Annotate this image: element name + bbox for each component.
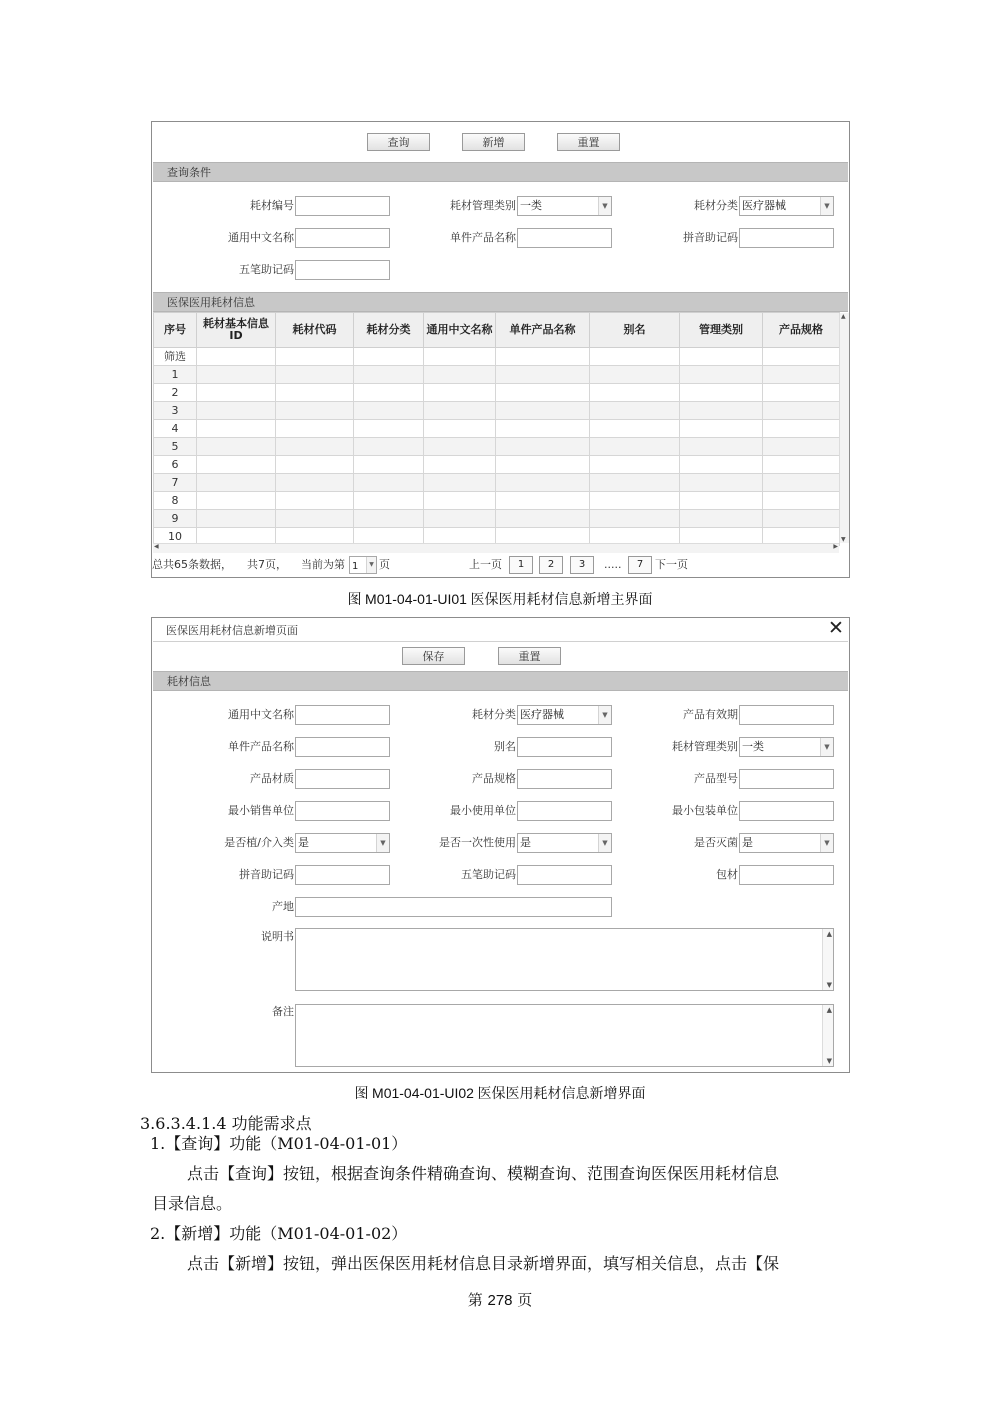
table-horizontal-scrollbar[interactable] — [153, 543, 839, 553]
row-index: 1 — [154, 366, 197, 384]
add-dialog-frame — [151, 617, 850, 1073]
scroll-right-icon[interactable]: ▶ — [833, 543, 838, 550]
table-row[interactable] — [154, 438, 840, 456]
col-header-code[interactable]: 耗材代码 — [276, 313, 354, 348]
table-row[interactable] — [154, 402, 840, 420]
sterile-label: 是否灭菌 — [694, 836, 738, 849]
table-row[interactable] — [154, 420, 840, 438]
row-index: 3 — [154, 402, 197, 420]
chevron-down-icon: ▼ — [820, 738, 833, 756]
filter-cell[interactable] — [354, 348, 424, 366]
manual-label: 说明书 — [261, 930, 294, 943]
scroll-left-icon[interactable]: ◀ — [154, 543, 159, 550]
mgmt-category-value: 一类 — [742, 740, 764, 753]
pinyin-label: 拼音助记码 — [239, 868, 294, 881]
spec-label: 产品规格 — [472, 772, 516, 785]
pager-ellipsis: ..... — [604, 558, 622, 571]
min-sale-unit-label: 最小销售单位 — [228, 804, 294, 817]
dialog-title: 医保医用耗材信息新增页面 — [166, 624, 298, 637]
origin-label: 产地 — [272, 900, 294, 913]
pager-page-3[interactable]: 3 — [570, 556, 594, 574]
disposable-value: 是 — [520, 836, 531, 849]
pager-pages: 共7页， — [247, 558, 287, 571]
scroll-up-icon[interactable]: ▲ — [826, 1006, 832, 1014]
filter-cell[interactable] — [424, 348, 496, 366]
row-index: 5 — [154, 438, 197, 456]
scroll-up-icon[interactable]: ▲ — [826, 930, 832, 938]
pager-current-suffix: 页 — [379, 558, 390, 571]
table-vertical-scrollbar[interactable] — [839, 313, 849, 543]
mgmt-category-value: 一类 — [520, 199, 542, 212]
validity-label: 产品有效期 — [683, 708, 738, 721]
sterile-value: 是 — [742, 836, 753, 849]
dialog-reset-button[interactable]: 重置 — [498, 647, 561, 665]
query-section-header: 查询条件 — [153, 162, 848, 182]
sterile-select[interactable] — [739, 833, 834, 853]
page-number — [0, 1289, 1000, 1310]
caption-code: M01-04-01-UI01 — [365, 591, 467, 607]
scroll-down-icon[interactable]: ▼ — [826, 981, 832, 989]
page-suffix: 页 — [517, 1291, 533, 1309]
item2-paragraph-line1: 点击【新增】按钮，弹出医保医用耗材信息目录新增界面，填写相关信息，点击【保 — [187, 1254, 780, 1273]
caption-prefix: 图 — [354, 1087, 373, 1102]
pager-total: 总共65条数据， — [152, 558, 232, 571]
figure-caption-1 — [0, 589, 1000, 609]
material-label: 产品材质 — [250, 772, 294, 785]
item1-title: 1.【查询】功能（M01-04-01-01） — [150, 1134, 408, 1153]
implant-label: 是否植/介入类 — [224, 836, 294, 849]
caption-code: M01-04-01-UI02 — [372, 1085, 474, 1101]
min-pack-unit-label: 最小包装单位 — [672, 804, 738, 817]
filter-cell[interactable] — [496, 348, 590, 366]
item1-paragraph-line2: 目录信息。 — [152, 1194, 233, 1213]
single-name-label: 单件产品名称 — [228, 740, 294, 753]
filter-label: 筛选 — [154, 348, 197, 366]
chevron-down-icon: ▼ — [820, 834, 833, 852]
chevron-down-icon: ▼ — [598, 706, 611, 724]
caption-text: 医保医用耗材信息新增界面 — [473, 1087, 646, 1102]
col-header-spec[interactable]: 产品规格 — [763, 313, 840, 348]
pager-current-prefix: 当前为第 — [301, 558, 345, 571]
min-pack-unit-input[interactable] — [739, 801, 834, 821]
pager-page-select[interactable] — [349, 556, 377, 574]
info-section-header: 耗材信息 — [153, 671, 848, 691]
query-button[interactable]: 查询 — [367, 133, 430, 151]
row-index: 9 — [154, 510, 197, 528]
pager-next-link[interactable]: 下一页 — [655, 558, 688, 571]
consumables-table — [153, 312, 840, 546]
filter-cell[interactable] — [680, 348, 763, 366]
category-label: 耗材分类 — [694, 199, 738, 212]
pinyin-input[interactable] — [739, 228, 834, 248]
pager-current-value: 1 — [352, 561, 359, 572]
pager-page-7[interactable]: 7 — [628, 556, 652, 574]
pager-page-2[interactable]: 2 — [539, 556, 563, 574]
validity-input[interactable] — [739, 705, 834, 725]
wubi-label: 五笔助记码 — [461, 868, 516, 881]
wubi-input[interactable] — [295, 260, 390, 280]
cn-name-label: 通用中文名称 — [228, 708, 294, 721]
reset-button[interactable]: 重置 — [557, 133, 620, 151]
list-section-header: 医保医用耗材信息 — [153, 292, 848, 312]
page-num: 278 — [487, 1292, 513, 1309]
save-button[interactable]: 保存 — [402, 647, 465, 665]
col-header-cn-name[interactable]: 通用中文名称 — [424, 313, 496, 348]
col-header-basic-id[interactable]: 耗材基本信息ID — [197, 313, 276, 348]
row-index: 8 — [154, 492, 197, 510]
filter-cell[interactable] — [276, 348, 354, 366]
package-input[interactable] — [739, 865, 834, 885]
row-index: 2 — [154, 384, 197, 402]
filter-cell[interactable] — [763, 348, 840, 366]
filter-row — [154, 348, 840, 366]
section-heading: 3.6.3.4.1.4 功能需求点 — [140, 1114, 312, 1133]
col-header-single-name[interactable]: 单件产品名称 — [496, 313, 590, 348]
remark-label: 备注 — [272, 1005, 294, 1018]
caption-text: 医保医用耗材信息新增主界面 — [466, 593, 653, 608]
add-button[interactable]: 新增 — [462, 133, 525, 151]
filter-cell[interactable] — [197, 348, 276, 366]
mgmt-category-label: 耗材管理类别 — [450, 199, 516, 212]
wubi-label: 五笔助记码 — [239, 263, 294, 276]
category-label: 耗材分类 — [472, 708, 516, 721]
chevron-down-icon: ▼ — [820, 197, 833, 215]
item2-title: 2.【新增】功能（M01-04-01-02） — [150, 1224, 408, 1243]
col-header-mgmt[interactable]: 管理类别 — [680, 313, 763, 348]
row-index: 4 — [154, 420, 197, 438]
close-icon[interactable]: ✕ — [828, 617, 844, 639]
pager-prev-link[interactable]: 上一页 — [469, 558, 502, 571]
mgmt-category-label: 耗材管理类别 — [672, 740, 738, 753]
scroll-up-icon[interactable]: ▲ — [841, 313, 846, 320]
pinyin-label: 拼音助记码 — [683, 231, 738, 244]
remark-textarea[interactable] — [295, 1004, 834, 1067]
table-row[interactable] — [154, 492, 840, 510]
model-input[interactable] — [739, 769, 834, 789]
disposable-label: 是否一次性使用 — [439, 836, 516, 849]
category-select[interactable] — [739, 196, 834, 216]
table-row[interactable] — [154, 510, 840, 528]
item1-paragraph-line1: 点击【查询】按钮，根据查询条件精确查询、模糊查询、范围查询医保医用耗材信息 — [187, 1164, 780, 1183]
chevron-down-icon: ▼ — [598, 197, 611, 215]
row-index: 6 — [154, 456, 197, 474]
main-ui-frame — [151, 121, 850, 578]
col-header-index[interactable]: 序号 — [154, 313, 197, 348]
cn-name-label: 通用中文名称 — [228, 231, 294, 244]
category-value: 医疗器械 — [520, 708, 564, 721]
scroll-down-icon[interactable]: ▼ — [826, 1057, 832, 1065]
table-row[interactable] — [154, 384, 840, 402]
chevron-down-icon: ▼ — [376, 834, 389, 852]
package-label: 包材 — [716, 868, 738, 881]
model-label: 产品型号 — [694, 772, 738, 785]
origin-input[interactable] — [295, 897, 612, 917]
figure-caption-2 — [0, 1083, 1000, 1103]
table-row[interactable] — [154, 456, 840, 474]
alias-label: 别名 — [494, 740, 516, 753]
scroll-down-icon[interactable]: ▼ — [841, 536, 846, 543]
title-divider — [153, 641, 848, 642]
pager-page-1[interactable]: 1 — [509, 556, 533, 574]
chevron-down-icon: ▼ — [366, 557, 376, 573]
col-header-alias[interactable]: 别名 — [590, 313, 680, 348]
mgmt-category-select[interactable] — [739, 737, 834, 757]
implant-value: 是 — [298, 836, 309, 849]
row-index: 10 — [154, 528, 197, 546]
chevron-down-icon: ▼ — [598, 834, 611, 852]
single-name-label: 单件产品名称 — [450, 231, 516, 244]
category-value: 医疗器械 — [742, 199, 786, 212]
manual-textarea[interactable] — [295, 928, 834, 991]
filter-cell[interactable] — [590, 348, 680, 366]
col-header-category[interactable]: 耗材分类 — [354, 313, 424, 348]
table-row[interactable] — [154, 474, 840, 492]
code-label: 耗材编号 — [250, 199, 294, 212]
min-use-unit-label: 最小使用单位 — [450, 804, 516, 817]
caption-prefix: 图 — [347, 593, 366, 608]
table-row[interactable] — [154, 366, 840, 384]
page-prefix: 第 — [467, 1291, 483, 1309]
row-index: 7 — [154, 474, 197, 492]
